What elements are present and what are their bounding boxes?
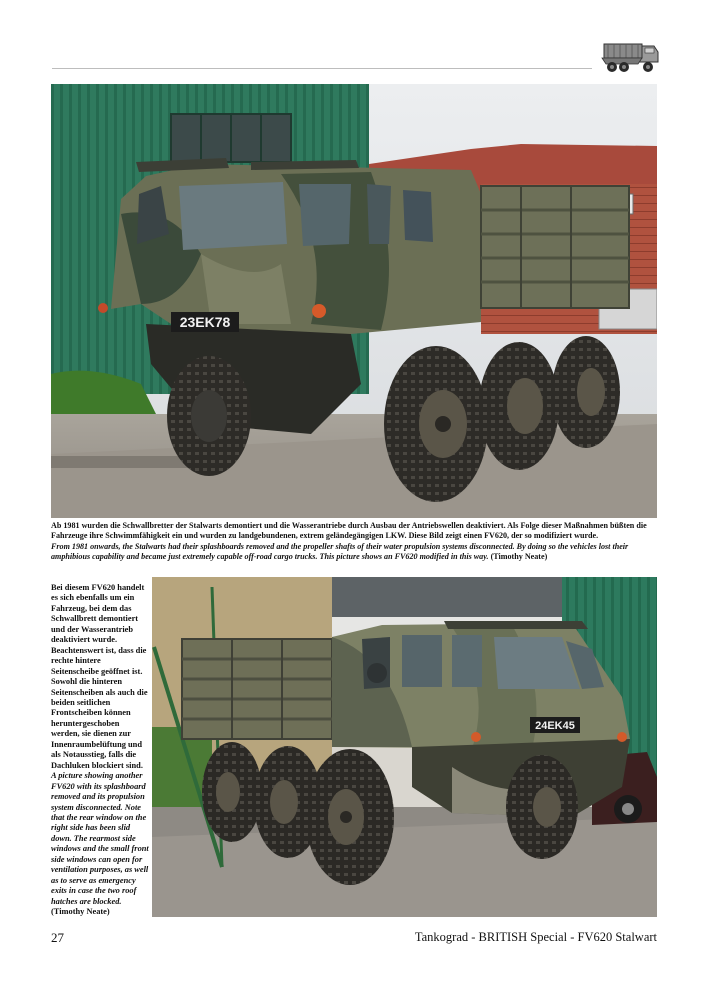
photo-stalwart-modified [51,84,657,518]
truck-icon [598,38,660,74]
caption-top-english: From 1981 onwards, the Stalwarts had their splashboards removed and the propeller shafts of their water propulsion systems disconnected. By doing so the vehicles lost their amphibious capability and became just extremely capable off-road cargo trucks. This picture shows an FV620 modified in this way. [51,541,629,562]
caption-top-credit: (Timothy Neate) [490,552,548,562]
top-photo-caption [51,521,659,563]
plate-24ek45: 24EK45 [535,720,575,732]
caption-top-german: Ab 1981 wurden die Schwallbretter der Stalwarts demontiert und die Wasserantriebe durch Ausbau der Antriebswellen deaktiviert. Als Folge dieser Maßnahmen büßten die Fahrzeuge ihre Schwimmfähigkeit ein und wurden zu landgebundenen, extrem geländegängigen LKW. Diese Bild zeigt einen FV620, der so modifiziert wurde. [51,521,647,541]
photo-stalwart-another [152,577,657,917]
caption-side-credit: (Timothy Neate) [51,907,110,917]
side-caption [51,583,149,918]
header-rule [52,68,592,69]
caption-side-english: A picture showing another FV620 with its splashboard removed and its propulsion system disconnected. Note that the rear window on the right side has been slid down. The rearmost side windows and the small front side windows can open for ventilation purposes, as well as to serve as emergency exits in case the two roof hatches are blocked. [51,771,149,906]
page-number: 27 [51,930,64,945]
plate-23ek78: 23EK78 [179,314,231,330]
footer-title: Tankograd - BRITISH Special - FV620 Stalwart [414,930,657,944]
caption-side-german: Bei diesem FV620 handelt es sich ebenfalls um ein Fahrzeug, bei dem das Schwallbrett demontiert und der Wasserantrieb deaktiviert wurde. Beachtenswert ist, dass die rechte hintere Seitenscheibe geöffnet ist. Sowohl die hinteren Seitenscheiben als auch die beiden seitlichen Frontscheiben können heruntergeschoben werden, sie dienen zur Innenraumbelüftung und als Notausstieg, falls die Dachluken blockiert sind. [51,583,148,770]
